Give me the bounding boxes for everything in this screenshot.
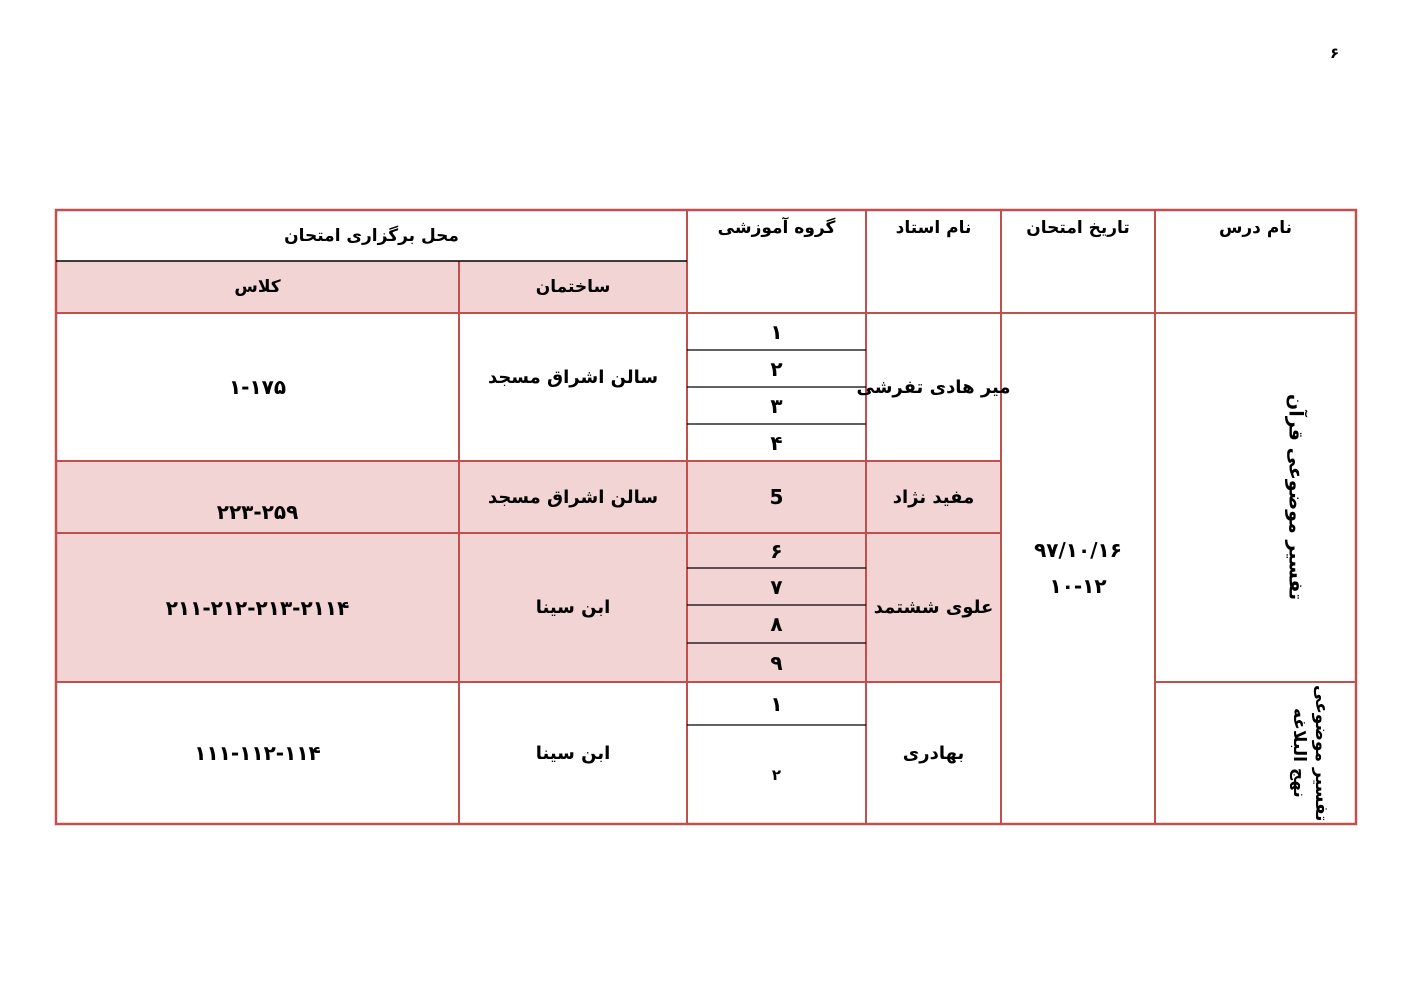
group-cell: ۱	[770, 319, 783, 344]
header-professor: نام استاد	[895, 218, 972, 238]
group-cell: ۲	[771, 765, 782, 784]
classroom-row-4: ۱۱۱-۱۱۲-۱۱۴	[194, 741, 321, 765]
header-classroom: کلاس	[234, 277, 281, 297]
group-cell: ۱	[770, 691, 783, 716]
group-cell: 5	[769, 485, 784, 509]
professor-row-1: میر هادی تفرشی	[856, 376, 1011, 398]
classroom-row-2: ۲۲۳-۲۵۹	[216, 499, 299, 524]
header-building: ساختمان	[535, 277, 611, 297]
header-exam-location: محل برگزاری امتحان	[284, 225, 459, 246]
group-cell: ۴	[770, 430, 783, 455]
exam-time: ۱۰-۱۲	[1049, 574, 1107, 598]
building-row-1: سالن اشراق مسجد	[487, 366, 659, 388]
classroom-row-1: ۱-۱۷۵	[228, 375, 287, 399]
exam-date: ۹۷/۱۰/۱۶	[1034, 538, 1122, 562]
header-exam-date: تاریخ امتحان	[1026, 218, 1130, 238]
group-cell: ۸	[770, 612, 783, 636]
group-cell: ۹	[770, 650, 783, 675]
professor-row-3: علوی ششتمد	[873, 597, 994, 618]
building-row-2: سالن اشراق مسجد	[487, 486, 659, 508]
course-name-quran: تفسیر موضوعی قرآن	[1284, 394, 1307, 601]
page-number: ۶	[1330, 44, 1340, 62]
building-row-3: ابن سینا	[535, 597, 611, 618]
group-cell: ۷	[770, 574, 783, 599]
professor-row-4: بهادری	[902, 742, 965, 764]
header-group: گروه آموزشی	[717, 218, 836, 238]
group-cell: ۲	[770, 356, 783, 381]
group-cell: ۶	[770, 538, 783, 563]
classroom-row-3: ۲۱۱-۲۱۲-۲۱۳-۲۱۱۴	[165, 595, 350, 620]
header-course-name: نام درس	[1218, 218, 1293, 238]
course-name-nahj: تفسیر موضوعی نهج البلاغه	[1289, 684, 1332, 822]
professor-row-2: مفید نژاد	[892, 486, 975, 508]
group-cell: ۳	[770, 393, 783, 418]
building-row-4: ابن سینا	[535, 742, 611, 764]
